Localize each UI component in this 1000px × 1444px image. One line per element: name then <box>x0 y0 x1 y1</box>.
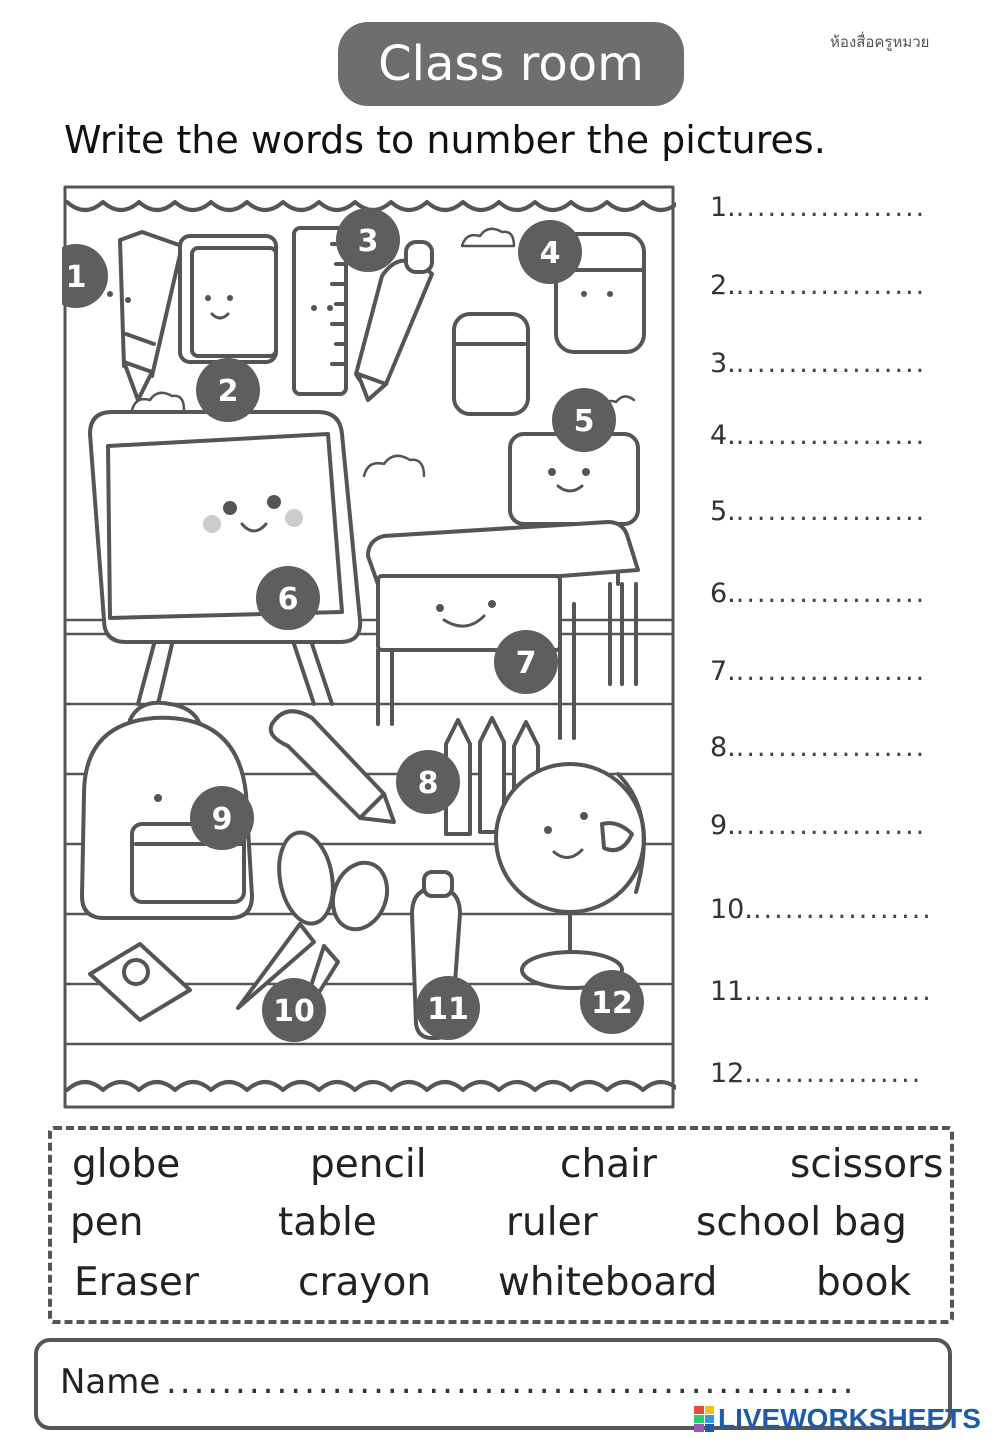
picture-badge-11 <box>416 976 480 1040</box>
answer-blank[interactable]: .................. <box>735 656 927 687</box>
picture-badge-4 <box>518 220 582 284</box>
answer-line-8[interactable] <box>710 732 926 763</box>
answer-number: 9. <box>710 810 736 841</box>
picture-badge-number: 9 <box>211 802 233 837</box>
answer-blank[interactable]: .................. <box>735 732 927 763</box>
answer-blank[interactable]: .................. <box>735 496 927 527</box>
answer-blank[interactable]: ................. <box>752 894 933 925</box>
word-bank-item[interactable]: ruler <box>506 1200 598 1245</box>
answer-line-7[interactable] <box>710 656 926 687</box>
answer-line-5[interactable] <box>710 496 926 527</box>
answer-blank[interactable]: .................. <box>735 192 927 223</box>
picture-badge-7 <box>494 630 558 694</box>
answer-number: 4. <box>710 420 736 451</box>
liveworksheets-icon <box>694 1406 714 1432</box>
picture-badge-3 <box>336 208 400 272</box>
liveworksheets-wordmark: LIVEWORKSHEETS <box>718 1403 981 1434</box>
title-text: Class room <box>378 36 644 92</box>
answer-blank[interactable]: .................. <box>735 348 927 379</box>
picture-badge-12 <box>580 970 644 1034</box>
answer-number: 6. <box>710 578 736 609</box>
word-bank-item[interactable]: scissors <box>790 1142 944 1187</box>
answer-number: 2. <box>710 270 736 301</box>
answer-blank[interactable]: .................. <box>735 810 927 841</box>
answer-number: 11. <box>710 976 753 1007</box>
answer-number: 1. <box>710 192 736 223</box>
picture-badge-number: 1 <box>65 260 87 295</box>
picture-badge-1 <box>62 244 108 308</box>
page-title <box>338 22 684 106</box>
answer-number: 5. <box>710 496 736 527</box>
answer-blank[interactable]: .................. <box>735 270 927 301</box>
answer-number: 12. <box>710 1058 753 1089</box>
picture-badge-number: 8 <box>417 766 439 801</box>
word-bank <box>48 1126 954 1324</box>
picture-badge-number: 10 <box>273 994 315 1029</box>
answer-number: 10. <box>710 894 753 925</box>
instruction-text: Write the words to number the pictures. <box>64 118 826 162</box>
picture-badge-2 <box>196 358 260 422</box>
answer-line-12[interactable] <box>710 1058 922 1089</box>
name-input-line[interactable]: .................................................. <box>166 1362 857 1402</box>
word-bank-item[interactable]: Eraser <box>74 1260 199 1305</box>
picture-badge-10 <box>262 978 326 1042</box>
answer-blank[interactable]: .................. <box>735 420 927 451</box>
answer-blank[interactable]: ................ <box>752 1058 923 1089</box>
picture-badge-6 <box>256 566 320 630</box>
answer-number: 8. <box>710 732 736 763</box>
answer-line-10[interactable] <box>710 894 933 925</box>
word-bank-item[interactable]: globe <box>72 1142 181 1187</box>
picture-badge-8 <box>396 750 460 814</box>
picture-badge-number: 12 <box>591 986 633 1021</box>
classroom-illustration <box>62 184 676 1110</box>
answer-line-3[interactable] <box>710 348 926 379</box>
picture-badge-number: 2 <box>217 374 239 409</box>
picture-badge-number: 5 <box>573 404 595 439</box>
answer-number: 7. <box>710 656 736 687</box>
picture-badge-9 <box>190 786 254 850</box>
word-bank-item[interactable]: book <box>816 1260 912 1305</box>
answer-line-11[interactable] <box>710 976 933 1007</box>
answer-line-2[interactable] <box>710 270 926 301</box>
picture-badge-number: 11 <box>427 992 469 1027</box>
answer-line-6[interactable] <box>710 578 926 609</box>
word-bank-item[interactable]: crayon <box>298 1260 432 1305</box>
picture-badge-number: 4 <box>539 236 561 271</box>
word-bank-item[interactable]: school bag <box>696 1200 907 1245</box>
picture-badge-number: 7 <box>515 646 537 681</box>
answer-line-9[interactable] <box>710 810 926 841</box>
answer-line-1[interactable] <box>710 192 926 223</box>
word-bank-item[interactable]: pen <box>70 1200 144 1245</box>
answer-line-4[interactable] <box>710 420 926 451</box>
word-bank-item[interactable]: chair <box>560 1142 657 1187</box>
picture-badge-5 <box>552 388 616 452</box>
picture-badge-number: 3 <box>357 224 379 259</box>
liveworksheets-logo <box>694 1402 981 1436</box>
author-credit: ห้องสื่อครูหมวย <box>830 33 930 51</box>
answer-blank[interactable]: .................. <box>735 578 927 609</box>
answer-blank[interactable]: ................. <box>752 976 933 1007</box>
word-bank-item[interactable]: whiteboard <box>498 1260 718 1305</box>
name-label: Name <box>60 1362 161 1402</box>
picture-badge-number: 6 <box>277 582 299 617</box>
answer-number: 3. <box>710 348 736 379</box>
word-bank-item[interactable]: table <box>278 1200 377 1245</box>
word-bank-item[interactable]: pencil <box>310 1142 427 1187</box>
